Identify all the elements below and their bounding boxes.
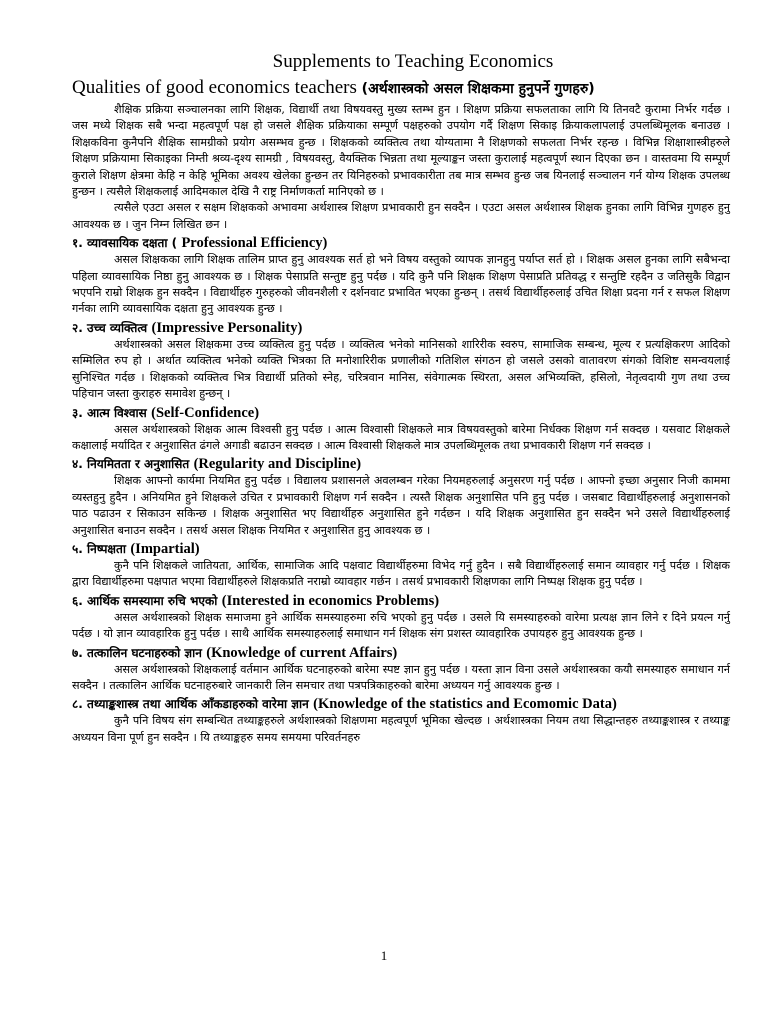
section-body: अर्थशास्त्रको असल शिक्षकमा उच्च व्यक्तित्व हुनु पर्दछ । व्यक्तित्व भनेको मानिसको शारिरीक स्वरुप, सामाजिक सम्बन्ध, मूल्य र प्रत्यक्षिकरण आदिको सम्मिलित रुप हो । अर्थात व्यक्तित्व भनेको व्यक्ति भित्रका ति मनोशारिरीक प्रणालीको गतिशिल संगठन हो जसले उसको वातावरण संगको विशिष्ट समन्वयलाई सुनिश्चित गर्दछ । शिक्षकको व्यक्तित्व भित्र विद्यार्थी प्रतिको स्नेह, चरित्रवान मानिस, संवेगात्मक स्थिरता, असल अभिव्यक्ति, हसिलो, नेतृत्वदायी गुण तथा उच्च पहिचान जस्ता कुराहरु समावेश हुन्छन् । [72,337,730,401]
section-body: असल अर्थशास्त्रको शिक्षक समाजमा हुने आर्थिक समस्याहरुमा रुचि भएको हुनु पर्दछ । उसले यि समस्याहरुको वारेमा प्रत्यक्ष ज्ञान लिने र दिने प्रयत्न गर्नु पर्दछ । यो ज्ञान व्यावहारिक हुनु पर्दछ । साथै आर्थिक समस्याहरुलाई समाधान गर्न शिक्षक संग प्रशस्त व्यावहारिक उपायहरु हुनु आवश्यक हुन्छ । [72,610,730,641]
section-heading [72,592,730,610]
section-heading-english: (Knowledge of the statistics and Ecomomic Data) [313,696,617,713]
section-heading-english: (Impartial) [130,540,200,557]
section-heading-nepali: ३. आत्म विश्वास [72,405,147,420]
section-heading-nepali: ६. आर्थिक समस्यामा रुचि भएको [72,593,218,608]
section-heading [72,644,730,662]
sections-container [72,234,730,746]
section-heading-nepali: ४. नियमितता र अनुशासित [72,457,190,472]
section-heading-english: (Impressive Personality) [151,319,303,336]
subtitle-english: Qualities of good economics teachers [72,77,357,98]
section-heading-english: (Interested in economics Problems) [221,592,440,609]
section-body: असल शिक्षकका लागि शिक्षक तालिम प्राप्त हुनु आवश्यक सर्त हो भने विषय वस्तुको व्यापक ज्ञानहुनु पर्याप्त सर्त हो । शिक्षक असल हुनका लागि सबैभन्दा पहिला व्यावसायिक निष्ठा हुनु आवश्यक छ । शिक्षक पेसाप्रति सन्तुष्ट हुनु पर्दछ । यदि कुनै पनि शिक्षक शिक्षण पेसाप्रति प्रतिवद्ध र सन्तुष्टि रहदैन उ जतिसुकै विद्वान भएपनि राम्रो शिक्षक हुन सक्दैन । विद्यार्थीहरु गुरुहरुको जीवनशैली र दर्शनवाट प्रभावित भएका हुन्छन् । तसर्थ विद्यार्थीहरुलाई उचित शिक्षा प्रदना गर्न र सफल शिक्षण गर्नका लागि व्यावसायिक दक्षता हुनु आवश्यक हुन्छ । [72,253,730,316]
section-body: कुनै पनि विषय संग सम्बन्धित तथ्याङ्कहरुले अर्थशास्त्रको शिक्षणमा महत्वपूर्ण भूमिका खेल्दछ । अर्थशास्त्रका नियम तथा सिद्धान्तहरु तथ्याङ्कशास्त्र र तथ्याङ्क अध्ययन विना पूर्ण हुन सक्दैन । यि तथ्याङ्कहरु समय समयमा परिवर्तनहरु [72,714,730,744]
intro-paragraph-2: त्यसैले एउटा असल र सक्षम शिक्षकको अभावमा अर्थशास्त्र शिक्षण प्रभावकारी हुन सक्दैन । एउटा असल अर्थशास्त्र शिक्षक हुनका लागि विभिन्न गुणहरु हुनु आवश्यक छ । जुन निम्न लिखित छन । [72,201,730,231]
section-heading [72,695,730,713]
section-heading-nepali: ८. तथ्याङ्कशास्त्र तथा आर्थिक आँकडाहरुको वारेमा ज्ञान [72,697,309,712]
section-body: असल अर्थशास्त्रको शिक्षकलाई वर्तमान आर्थिक घटनाहरुको बारेमा स्पष्ट ज्ञान हुनु पर्दछ । यस्ता ज्ञान विना उसले अर्थशास्त्रका कयौ समस्याहरु समाधान गर्न सक्दैन । तत्कालिन आर्थिक घटनाहरुबारे जानकारी लिन समचार तथा पत्रपत्रिकाहरुको बारेमा अध्ययन गर्नु आवश्यक हुन्छ । [72,662,730,692]
section-body: कुनै पनि शिक्षकले जातियता, आर्थिक, सामाजिक आदि पक्षवाट विद्यार्थीहरुमा विभेद गर्नु हुदैन । सबै विद्यार्थीहरुलाई समान व्यावहार गर्नु पर्दछ । शिक्षक द्वारा विद्यार्थीहरुमा पक्षपात भएमा विद्यार्थीहरुले शिक्षकप्रति नराम्रो व्यावहार गर्छन । तसर्थ प्रभावकारी शिक्षणका लागि निष्पक्ष शिक्षक हुनु पर्दछ । [72,558,730,589]
intro-paragraph-1: शैक्षिक प्रक्रिया सञ्चालनका लागि शिक्षक, विद्यार्थी तथा विषयवस्तु मुख्य स्तम्भ हुन । शिक्षण प्रक्रिया सफलताका लागि यि तिनवटै कुरामा निर्भर गर्दछ । जस मध्ये शिक्षक सबै भन्दा महत्वपूर्ण पक्ष हो जसले शैक्षिक प्रक्रियाका सम्पूर्ण पक्षहरुको उपयोग गर्दै शिक्षण सिकाइ क्रियाकलापलाई उपलब्धिमूलक बनाउछ । शिक्षकविना कुनैपनि शैक्षिक सामग्रीको प्रयोग असम्भव हुन्छ । शिक्षकको व्यक्तित्व तथा योग्यतामा नै शिक्षणको सफलता निर्भर रहन्छ । विभिन्न शिक्षाशास्त्रीहरुले शिक्षण प्रक्रियामा सिकाइका निम्ती श्रव्य-दृश्य सामग्री , विषयवस्तु, वैयक्तिक भिन्नता तथा मूल्याङ्कन जस्ता कुरालाई महत्वपूर्ण स्थान दिएका छन । वास्तवमा यि सम्पूर्ण कुराले शिक्षण क्षेत्रमा केहि न केहि भूमिका अवश्य खेलेका हुन्छन तर यिनिहरुको प्रभावकारीता तब मात्र सम्भव हुन्छ जब यिनलाई सञ्चालन गर्न योग्य शिक्षक उपलब्ध हुन्छन । त्यसैले शिक्षकलाई आदिमकाल देखि नै राष्ट्र निर्माणकर्ता मानिएको छ । [72,103,730,199]
section-heading-nepali: ७. तत्कालिन घटनाहरुको ज्ञान [72,645,202,660]
section-heading-english: (Self-Confidence) [151,404,260,421]
page-title: Supplements to Teaching Economics [272,51,554,72]
section-heading-nepali: १. व्यावसायिक दक्षता ( [72,236,178,251]
section-heading-english: (Regularity and Discipline) [193,456,362,473]
section-heading [72,455,730,473]
page-subtitle [72,77,730,100]
section-heading [72,540,730,558]
section-heading-nepali: ५. निष्पक्षता [72,541,126,556]
section-heading-english: (Knowledge of current Affairs) [206,644,398,661]
section-heading [72,404,730,422]
section-heading-english: Professional Efficiency) [181,235,328,252]
section-heading-nepali: २. उच्च व्यक्तित्व [72,320,148,335]
page-number: 1 [380,948,388,963]
section-body: शिक्षक आफ्नो कार्यमा नियमित हुनु पर्दछ । विद्यालय प्रशासनले अवलम्बन गरेका नियमहरुलाई अनुसरण गर्नु पर्दछ । आफ्नो इच्छा अनुसार निजी काममा व्यस्तहुनु हुदैन । अनियमित हुने शिक्षकले उचित र प्रभावकारी शिक्षण गर्न सक्दैन । त्यस्तै शिक्षक अनुशासित पनि हुनु पर्दछ । जसबाट विद्यार्थीहरुलाई अनुशासनको पाठ पढाउन र सिकाउन सकिन्छ । शिक्षक अनुशासित भए विद्यार्थीहरु अनुशासित हुने गर्दछन । यदि शिक्षक अनुशासित हुन सक्दैन भने उसले विद्यार्थीहरुलाई अनुशासित बनाउन सक्दैन । तसर्थ असल शिक्षक नियमित र अनुशासित हुनु आवश्यक छ । [72,474,730,537]
subtitle-nepali: (अर्थशास्त्रको असल शिक्षकमा हुनुपर्ने गुणहरु) [361,81,595,97]
section-heading [72,319,730,337]
section-body: असल अर्थशास्त्रको शिक्षक आत्म विश्वसी हुनु पर्दछ । आत्म विश्वासी शिक्षकले मात्र विषयवस्तुको बारेमा निर्धक्क शिक्षण गर्न सक्दछ । यसवाट शिक्षकले कक्षालाई मर्यादित र अनुशासित ढंगले अगाडी बढाउन सक्दछ । आत्म विश्वासी शिक्षकले मात्र उपलब्धिमूलक तथा प्रभावकारी शिक्षण गर्न सक्दछ । [72,422,730,452]
section-heading [72,234,730,252]
